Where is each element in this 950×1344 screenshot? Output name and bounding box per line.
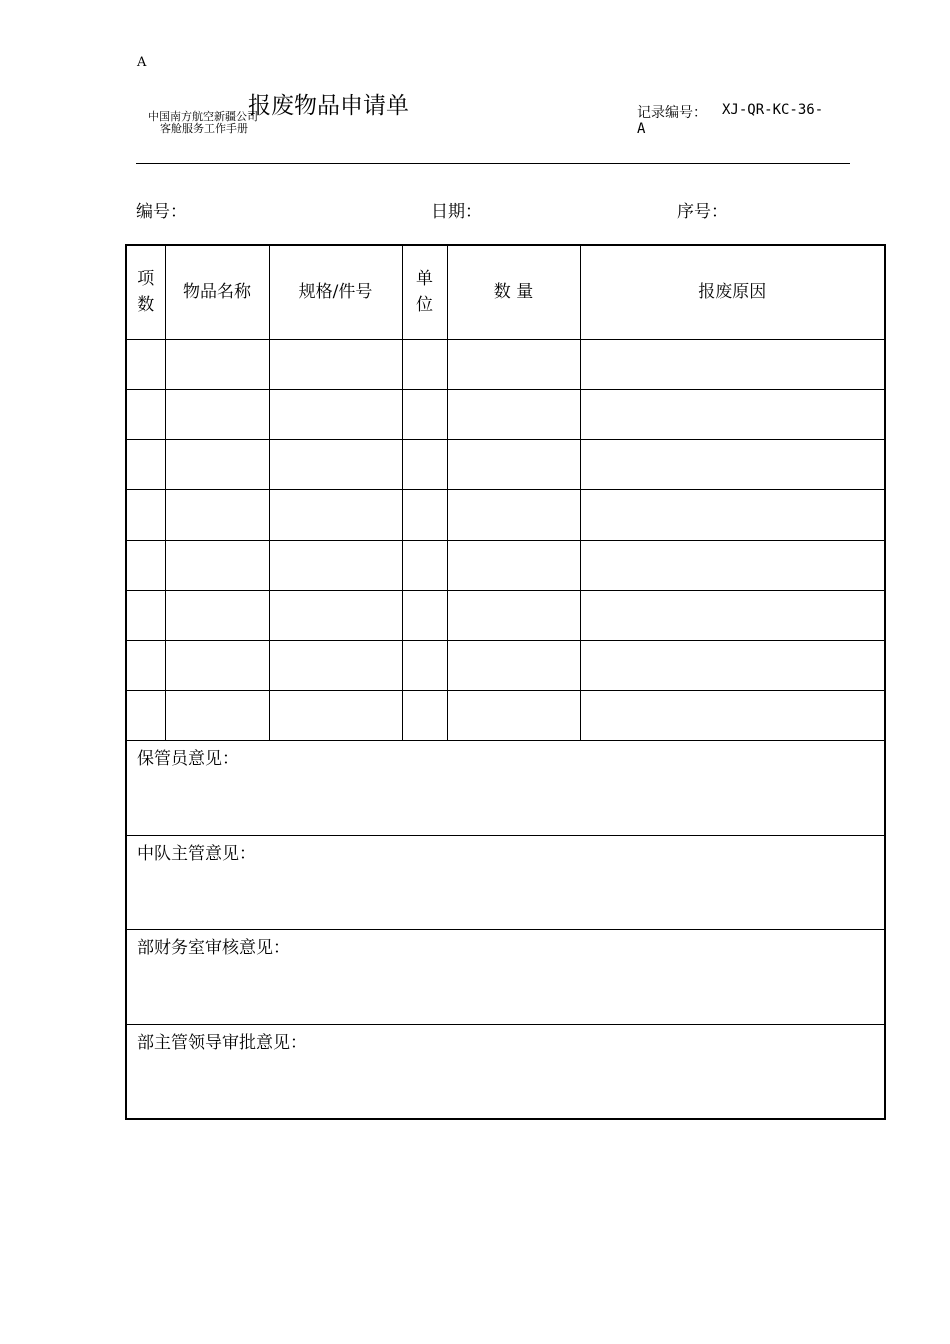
table-cell[interactable]: [126, 389, 165, 439]
squadron-supervisor-opinion-field[interactable]: 中队主管意见：: [126, 835, 885, 929]
table-cell[interactable]: [580, 339, 885, 389]
table-cell[interactable]: [165, 389, 269, 439]
table-cell[interactable]: [126, 489, 165, 540]
record-number-value: XJ-QR-KC-36-: [722, 102, 824, 118]
table-cell[interactable]: [126, 339, 165, 389]
table-row: [126, 439, 885, 489]
table-cell[interactable]: [126, 540, 165, 590]
scrap-request-table: [125, 244, 886, 1120]
table-cell[interactable]: [126, 590, 165, 640]
table-cell[interactable]: [269, 339, 402, 389]
department-leader-approval-field[interactable]: 部主管领导审批意见：: [126, 1024, 885, 1119]
number-field-label: 编号：: [136, 202, 187, 222]
column-header-quantity: 数 量: [447, 245, 580, 339]
keeper-opinion-field[interactable]: 保管员意见：: [126, 740, 885, 835]
table-cell[interactable]: [580, 389, 885, 439]
table-cell[interactable]: [580, 590, 885, 640]
table-row: [126, 640, 885, 690]
table-row: [126, 590, 885, 640]
approval-row-finance: [126, 929, 885, 1024]
table-cell[interactable]: [447, 339, 580, 389]
table-cell[interactable]: [165, 439, 269, 489]
table-cell[interactable]: [165, 590, 269, 640]
table-cell[interactable]: [165, 640, 269, 690]
table-cell[interactable]: [447, 389, 580, 439]
column-header-item-name: 物品名称: [165, 245, 269, 339]
table-cell[interactable]: [269, 540, 402, 590]
approval-row-leader: [126, 1024, 885, 1119]
table-cell[interactable]: [126, 690, 165, 740]
table-cell[interactable]: [269, 389, 402, 439]
record-number-suffix: A: [637, 121, 646, 137]
header-divider: [136, 163, 850, 164]
table-cell[interactable]: [447, 489, 580, 540]
table-cell[interactable]: [269, 439, 402, 489]
table-cell[interactable]: [580, 439, 885, 489]
document-title: 报废物品申请单: [248, 93, 409, 119]
table-cell[interactable]: [165, 489, 269, 540]
table-cell[interactable]: [580, 489, 885, 540]
table-cell[interactable]: [402, 640, 447, 690]
date-field-label: 日期：: [431, 202, 482, 222]
table-cell[interactable]: [165, 339, 269, 389]
header-text-line: 数: [137, 295, 155, 316]
header-text-line: 单: [416, 269, 433, 290]
table-cell[interactable]: [402, 540, 447, 590]
table-cell[interactable]: [447, 590, 580, 640]
corner-mark: A: [137, 55, 147, 70]
table-cell[interactable]: [580, 540, 885, 590]
table-cell[interactable]: [447, 640, 580, 690]
table-cell[interactable]: [165, 690, 269, 740]
column-header-reason: 报废原因: [580, 245, 885, 339]
table-cell[interactable]: [402, 389, 447, 439]
table-cell[interactable]: [402, 339, 447, 389]
company-name: 中国南方航空新疆公司: [148, 110, 258, 123]
table-row: [126, 389, 885, 439]
table-header-row: [126, 245, 885, 339]
table-cell[interactable]: [269, 690, 402, 740]
table-cell[interactable]: [447, 439, 580, 489]
table-cell[interactable]: [402, 590, 447, 640]
table-cell[interactable]: [269, 489, 402, 540]
column-header-unit: [402, 245, 447, 339]
finance-review-opinion-field[interactable]: 部财务室审核意见：: [126, 929, 885, 1024]
table-cell[interactable]: [580, 690, 885, 740]
table-cell[interactable]: [447, 540, 580, 590]
table-row: [126, 690, 885, 740]
table-cell[interactable]: [126, 640, 165, 690]
header-text-line: 位: [416, 295, 433, 316]
table-cell[interactable]: [447, 690, 580, 740]
approval-row-keeper: [126, 740, 885, 835]
table-row: [126, 540, 885, 590]
record-number-label: 记录编号：: [637, 105, 707, 121]
header-text-line: 项: [137, 269, 155, 290]
table-cell[interactable]: [165, 540, 269, 590]
table-cell[interactable]: [269, 590, 402, 640]
column-header-item-count: [126, 245, 165, 339]
table-cell[interactable]: [580, 640, 885, 690]
approval-row-squadron: [126, 835, 885, 929]
table-cell[interactable]: [269, 640, 402, 690]
table-row: [126, 339, 885, 389]
table-cell[interactable]: [402, 690, 447, 740]
table-cell[interactable]: [402, 489, 447, 540]
manual-name: 客舱服务工作手册: [160, 122, 248, 135]
table-cell[interactable]: [402, 439, 447, 489]
column-header-spec: 规格/件号: [269, 245, 402, 339]
table-row: [126, 489, 885, 540]
table-cell[interactable]: [126, 439, 165, 489]
sequence-field-label: 序号：: [677, 202, 728, 222]
